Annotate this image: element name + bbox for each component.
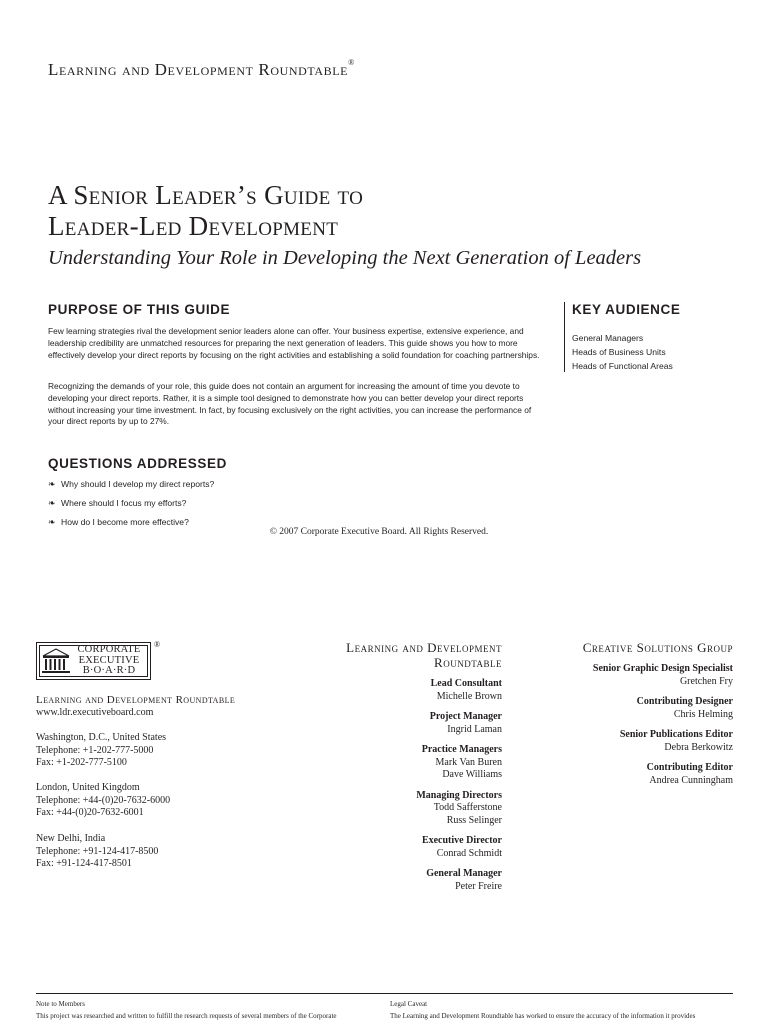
logo-wordmark xyxy=(73,645,145,677)
question-item xyxy=(48,498,214,517)
purpose-paragraph: Recognizing the demands of your role, this guide does not contain an argument for increasing the amount of time you devote to developing your direct reports. Rather, it is a simple tool designed to demonstrate how you can better develop your direct reports without increasing your time investment. In fact, by focusing exclusively on the right activities, you can increase the performance of your direct reports by up to 27%. xyxy=(48,381,532,427)
logo-registered-mark: ® xyxy=(154,640,161,649)
audience-item: Heads of Functional Areas xyxy=(572,361,673,371)
office-fax: Fax: +1-202-777-5100 xyxy=(36,757,127,768)
title-line-1: A Senior Leader’s Guide to xyxy=(48,180,364,210)
office-fax: Fax: +91-124-417-8501 xyxy=(36,858,132,869)
purpose-heading: PURPOSE OF THIS GUIDE xyxy=(48,302,231,317)
staff-person: Conrad Schmidt xyxy=(436,847,502,859)
document-title xyxy=(48,180,363,242)
questions-heading: QUESTIONS ADDRESSED xyxy=(48,456,227,471)
fleuron-bullet-icon: ❧ xyxy=(48,479,56,489)
purpose-paragraph: Few learning strategies rival the development senior leaders alone can offer. Your business expertise, extensive experience, and leadership credibility are unmatched resources for preparing the next generation of leaders. This guide shows you how to more effectively develop your direct reports by focusing on the right activities and establishing a solid foundation for coaching partnerships. xyxy=(48,326,540,360)
audience-item: General Managers xyxy=(572,333,644,343)
staff-role: Lead Consultant xyxy=(430,678,502,689)
audience-item: Heads of Business Units xyxy=(572,347,666,357)
office-telephone: Telephone: +1-202-777-5000 xyxy=(36,744,154,756)
staff-person: Andrea Cunningham xyxy=(649,774,733,786)
staff-person: Peter Freire xyxy=(455,880,502,892)
office-new-delhi xyxy=(36,833,158,871)
corporate-executive-board-logo xyxy=(36,642,151,680)
document-subtitle: Understanding Your Role in Developing the Next Generation of Leaders xyxy=(48,247,642,269)
staff-person: Mark Van Buren xyxy=(435,756,502,768)
key-audience-heading: KEY AUDIENCE xyxy=(572,302,681,317)
staff-role: Senior Publications Editor xyxy=(619,729,733,740)
staff-role: Senior Graphic Design Specialist xyxy=(592,663,733,674)
staff-role: Executive Director xyxy=(421,835,502,846)
logo-line: B·O·A·R·D xyxy=(82,665,136,677)
staff-column-title: Learning and Development xyxy=(346,640,502,655)
building-icon xyxy=(39,646,73,676)
creative-staff-list xyxy=(492,640,733,787)
note-to-members-title: Note to Members xyxy=(36,1000,85,1008)
office-city: London, United Kingdom xyxy=(36,782,140,793)
copyright-notice: © 2007 Corporate Executive Board. All Rights Reserved. xyxy=(269,527,489,537)
staff-person: Michelle Brown xyxy=(436,690,502,702)
staff-person: Gretchen Fry xyxy=(679,675,733,687)
header-org-name: Learning and Development Roundtable® xyxy=(48,58,355,79)
staff-person: Dave Williams xyxy=(442,769,502,780)
staff-column-title: Roundtable xyxy=(434,655,502,670)
footer-divider xyxy=(36,993,733,994)
logo-line: CORPORATE xyxy=(77,644,141,656)
staff-role: Contributing Designer xyxy=(636,696,733,707)
office-city: New Delhi, India xyxy=(36,833,106,844)
office-london xyxy=(36,782,170,820)
key-audience-box xyxy=(564,302,742,372)
staff-role: Practice Managers xyxy=(421,744,502,755)
roundtable-staff-list xyxy=(262,640,502,893)
office-washington xyxy=(36,732,166,770)
title-line-2: Leader-Led Development xyxy=(48,211,339,241)
staff-role: Project Manager xyxy=(429,711,502,722)
staff-role: Managing Directors xyxy=(416,789,502,801)
staff-role: Contributing Editor xyxy=(646,762,733,773)
website-link[interactable]: www.ldr.executiveboard.com xyxy=(36,707,154,718)
fleuron-bullet-icon: ❧ xyxy=(48,517,56,527)
legal-caveat-title: Legal Caveat xyxy=(390,1000,428,1008)
staff-person: Todd Safferstone xyxy=(433,802,502,813)
question-text: Why should I develop my direct reports? xyxy=(61,479,215,489)
fleuron-bullet-icon: ❧ xyxy=(48,498,56,508)
registered-mark: ® xyxy=(348,58,355,67)
question-item xyxy=(48,479,214,498)
question-text: Where should I focus my efforts? xyxy=(61,498,187,508)
note-to-members-text: This project was researched and written to fulfill the research requests of several members of the Corporate xyxy=(36,1012,337,1020)
staff-role: General Manager xyxy=(426,868,502,879)
staff-person: Chris Helming xyxy=(673,708,733,720)
legal-caveat-text: The Learning and Development Roundtable has worked to ensure the accuracy of the information it provides xyxy=(390,1012,696,1020)
logo-line: EXECUTIVE xyxy=(78,654,140,666)
staff-person: Ingrid Laman xyxy=(447,723,502,735)
staff-person: Debra Berkowitz xyxy=(664,741,733,753)
office-city: Washington, D.C., United States xyxy=(36,732,167,743)
staff-column-title: Creative Solutions Group xyxy=(582,640,733,655)
staff-person: Russ Selinger xyxy=(446,814,502,826)
office-telephone: Telephone: +44-(0)20-7632-6000 xyxy=(36,794,171,806)
office-telephone: Telephone: +91-124-417-8500 xyxy=(36,845,159,857)
contact-org-name: Learning and Development Roundtable xyxy=(36,694,236,706)
office-fax: Fax: +44-(0)20-7632-6001 xyxy=(36,807,144,818)
question-text: How do I become more effective? xyxy=(61,517,189,527)
